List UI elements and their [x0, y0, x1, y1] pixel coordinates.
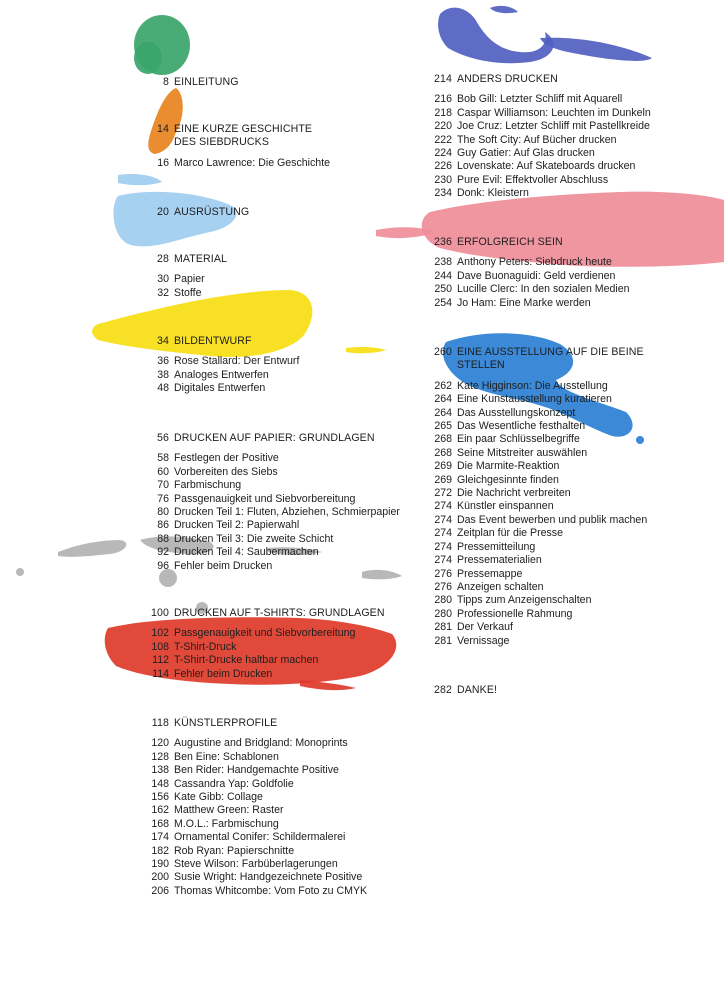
- entry-page-number: 114: [152, 667, 169, 680]
- entry-page-number: 274: [434, 540, 452, 553]
- entry-title: Cassandra Yap: Goldfolie: [174, 777, 294, 790]
- heading-page-number: 214: [434, 73, 452, 85]
- toc-section: [130, 206, 420, 219]
- heading-title: EINE KURZE GESCHICHTE: [174, 123, 313, 135]
- toc-entry[interactable]: [413, 541, 713, 554]
- toc-entry[interactable]: [130, 479, 420, 492]
- entry-page-number: 238: [434, 256, 452, 269]
- toc-entry[interactable]: [413, 120, 713, 133]
- green-paint-blob-2: [134, 42, 162, 74]
- entry-title: Ornamental Conifer: Schildermalerei: [174, 831, 346, 844]
- toc-section-heading[interactable]: [130, 76, 420, 89]
- heading-title: BILDENTWURF: [174, 335, 252, 347]
- toc-entry[interactable]: [413, 447, 713, 460]
- entry-title: Analoges Entwerfen: [174, 368, 269, 381]
- toc-entry[interactable]: [130, 818, 420, 831]
- toc-entry[interactable]: [130, 778, 420, 791]
- toc-entry[interactable]: [413, 283, 713, 296]
- entry-page-number: 174: [151, 831, 169, 844]
- toc-entry[interactable]: [413, 500, 713, 513]
- entry-title: Drucken Teil 3: Die zweite Schicht: [174, 532, 334, 545]
- toc-section-heading[interactable]: [130, 432, 420, 445]
- entry-page-number: 276: [434, 567, 452, 580]
- entry-title: Kate Gibb: Collage: [174, 791, 263, 804]
- entry-page-number: 268: [434, 433, 452, 446]
- entry-page-number: 190: [151, 858, 169, 871]
- toc-section-heading[interactable]: [413, 236, 713, 249]
- toc-section: [130, 335, 420, 396]
- toc-section-heading[interactable]: [413, 73, 713, 86]
- toc-entry[interactable]: [413, 621, 713, 634]
- toc-entry-list: [413, 380, 713, 648]
- toc-entry[interactable]: [413, 187, 713, 200]
- toc-entry[interactable]: [130, 546, 420, 559]
- entry-page-number: 148: [151, 777, 169, 790]
- toc-entry[interactable]: [413, 160, 713, 173]
- toc-entry-list: [130, 452, 420, 573]
- entry-page-number: 234: [434, 187, 452, 200]
- toc-entry[interactable]: [413, 93, 713, 106]
- toc-entry-list: [413, 256, 713, 310]
- entry-title: Kate Higginson: Die Ausstellung: [457, 379, 608, 392]
- heading-title: DANKE!: [457, 684, 498, 696]
- toc-entry[interactable]: [413, 107, 713, 120]
- entry-title: Caspar Williamson: Leuchten im Dunkeln: [457, 106, 651, 119]
- entry-page-number: 276: [434, 580, 452, 593]
- toc-entry[interactable]: [130, 533, 420, 546]
- heading-title: ERFOLGREICH SEIN: [457, 236, 563, 248]
- violet-paint-swash: [438, 8, 553, 64]
- entry-title: Joe Cruz: Letzter Schliff mit Pastellkreide: [457, 120, 650, 133]
- heading-title: MATERIAL: [174, 253, 227, 265]
- gray-paint-splatter: [58, 540, 126, 557]
- entry-title: Augustine and Bridgland: Monoprints: [174, 737, 348, 750]
- entry-title: Passgenauigkeit und Siebvorbereitung: [174, 627, 356, 640]
- toc-entry[interactable]: [130, 654, 420, 667]
- entry-title: Steve Wilson: Farbüberlagerungen: [174, 858, 338, 871]
- entry-page-number: 226: [434, 160, 452, 173]
- toc-section-heading[interactable]: [130, 123, 420, 150]
- entry-page-number: 274: [434, 554, 452, 567]
- entry-title: Matthew Green: Raster: [174, 804, 284, 817]
- toc-entry[interactable]: [130, 791, 420, 804]
- entry-title: Drucken Teil 2: Papierwahl: [174, 519, 300, 532]
- toc-section-heading[interactable]: [413, 346, 713, 373]
- entry-title: T-Shirt-Druck: [174, 640, 237, 653]
- toc-entry[interactable]: [130, 858, 420, 871]
- toc-entry[interactable]: [413, 474, 713, 487]
- entry-title: Papier: [174, 273, 205, 286]
- violet-paint-dash: [490, 6, 518, 13]
- entry-page-number: 281: [434, 621, 452, 634]
- entry-title: Pressematerialien: [457, 554, 542, 567]
- toc-entry[interactable]: [130, 764, 420, 777]
- entry-title: Marco Lawrence: Die Geschichte: [174, 156, 331, 169]
- lightblue-paint-streak: [118, 174, 162, 185]
- toc-entry[interactable]: [413, 554, 713, 567]
- heading-page-number: 118: [151, 717, 169, 729]
- entry-title: Tipps zum Anzeigenschalten: [457, 594, 592, 607]
- entry-title: Ben Rider: Handgemachte Positive: [174, 764, 339, 777]
- entry-title: M.O.L.: Farbmischung: [174, 817, 279, 830]
- entry-page-number: 264: [434, 393, 452, 406]
- toc-entry-list: [413, 93, 713, 200]
- gray-paint-dot-3: [16, 568, 24, 576]
- entry-page-number: 206: [151, 884, 169, 897]
- entry-title: Drucken Teil 4: Saubermachen: [174, 546, 319, 559]
- entry-page-number: 281: [434, 634, 452, 647]
- entry-page-number: 138: [151, 764, 169, 777]
- toc-section-heading[interactable]: [130, 206, 420, 219]
- entry-title: Künstler einspannen: [457, 500, 554, 513]
- toc-entry[interactable]: [130, 452, 420, 465]
- toc-section: [413, 73, 713, 201]
- toc-entry[interactable]: [130, 751, 420, 764]
- toc-entry[interactable]: [413, 256, 713, 269]
- entry-page-number: 216: [434, 93, 452, 106]
- toc-entry[interactable]: [413, 514, 713, 527]
- toc-entry-list: [130, 355, 420, 395]
- entry-title: Das Ausstellungskonzept: [457, 406, 576, 419]
- violet-paint-streak: [540, 38, 652, 61]
- heading-page-number: 14: [157, 123, 169, 135]
- entry-title: Farbmischung: [174, 479, 242, 492]
- entry-page-number: 244: [434, 269, 452, 282]
- entry-page-number: 268: [434, 446, 452, 459]
- entry-title: Der Verkauf: [457, 621, 513, 634]
- toc-entry-list: [130, 273, 420, 300]
- toc-entry[interactable]: [413, 407, 713, 420]
- entry-title: Festlegen der Positive: [174, 452, 279, 465]
- entry-page-number: 182: [151, 844, 169, 857]
- entry-page-number: 274: [434, 500, 452, 513]
- entry-title: Pressemitteilung: [457, 540, 536, 553]
- entry-title: Susie Wright: Handgezeichnete Positive: [174, 871, 363, 884]
- entry-title: Das Event bewerben und publik machen: [457, 513, 648, 526]
- entry-page-number: 274: [434, 527, 452, 540]
- entry-page-number: 168: [151, 817, 169, 830]
- toc-entry[interactable]: [130, 506, 420, 519]
- entry-page-number: 96: [157, 559, 169, 572]
- entry-page-number: 88: [157, 532, 169, 545]
- entry-title: Digitales Entwerfen: [174, 382, 266, 395]
- entry-title: Drucken Teil 1: Fluten, Abziehen, Schmierpapier: [174, 506, 400, 519]
- heading-page-number: 34: [157, 335, 169, 347]
- heading-page-number: 8: [163, 76, 169, 88]
- toc-entry[interactable]: [130, 157, 420, 170]
- toc-entry-list: [130, 627, 420, 681]
- toc-entry[interactable]: [413, 134, 713, 147]
- toc-section-heading[interactable]: [130, 607, 420, 620]
- toc-section: [413, 684, 713, 697]
- entry-title: Professionelle Rahmung: [457, 607, 573, 620]
- toc-section: [130, 76, 420, 89]
- heading-page-number: 236: [434, 236, 452, 248]
- entry-title: Passgenauigkeit und Siebvorbereitung: [174, 492, 356, 505]
- entry-page-number: 108: [151, 640, 169, 653]
- entry-title: Gleichgesinnte finden: [457, 473, 559, 486]
- toc-section: [130, 717, 420, 898]
- entry-title: Pressemappe: [457, 567, 523, 580]
- toc-section-heading[interactable]: [130, 717, 420, 730]
- toc-entry[interactable]: [130, 668, 420, 681]
- entry-page-number: 265: [434, 420, 452, 433]
- entry-title: Pure Evil: Effektvoller Abschluss: [457, 173, 609, 186]
- entry-page-number: 250: [434, 283, 452, 296]
- toc-entry[interactable]: [130, 382, 420, 395]
- toc-entry[interactable]: [413, 270, 713, 283]
- entry-title: Bob Gill: Letzter Schliff mit Aquarell: [457, 93, 623, 106]
- heading-title: EINE AUSSTELLUNG AUF DIE BEINE: [457, 346, 644, 358]
- entry-page-number: 218: [434, 106, 452, 119]
- toc-entry[interactable]: [413, 581, 713, 594]
- heading-page-number: [130, 136, 174, 149]
- toc-section-heading[interactable]: [130, 335, 420, 348]
- heading-page-number: 56: [157, 432, 169, 444]
- toc-section: [413, 236, 713, 310]
- toc-section: [130, 607, 420, 681]
- entry-page-number: 102: [151, 627, 169, 640]
- entry-page-number: 269: [434, 460, 452, 473]
- entry-title: Lucille Clerc: In den sozialen Medien: [457, 283, 630, 296]
- entry-title: Das Wesentliche festhalten: [457, 420, 586, 433]
- toc-entry[interactable]: [130, 885, 420, 898]
- entry-title: Vernissage: [457, 634, 510, 647]
- heading-title: EINLEITUNG: [174, 76, 239, 88]
- entry-title: Fehler beim Drucken: [174, 667, 273, 680]
- toc-entry[interactable]: [130, 641, 420, 654]
- toc-section: [130, 123, 420, 170]
- heading-title: DRUCKEN AUF T-SHIRTS: GRUNDLAGEN: [174, 607, 385, 619]
- heading-page-number: 100: [151, 607, 169, 619]
- entry-page-number: 58: [157, 452, 169, 465]
- entry-page-number: 162: [151, 804, 169, 817]
- toc-entry[interactable]: [130, 845, 420, 858]
- heading-title: KÜNSTLERPROFILE: [174, 717, 278, 729]
- entry-page-number: 200: [151, 871, 169, 884]
- toc-entry[interactable]: [413, 420, 713, 433]
- toc-entry[interactable]: [413, 527, 713, 540]
- entry-page-number: 264: [434, 406, 452, 419]
- toc-section-heading[interactable]: [413, 684, 713, 697]
- toc-entry[interactable]: [130, 737, 420, 750]
- entry-page-number: 76: [157, 492, 169, 505]
- toc-entry-list: [130, 157, 420, 170]
- toc-entry[interactable]: [130, 273, 420, 286]
- toc-entry[interactable]: [413, 487, 713, 500]
- entry-title: Stoffe: [174, 286, 202, 299]
- entry-page-number: 112: [152, 654, 169, 667]
- entry-title: Die Nachricht verbreiten: [457, 487, 571, 500]
- toc-entry[interactable]: [130, 627, 420, 640]
- heading-page-number: [413, 359, 457, 372]
- entry-title: Seine Mitstreiter auswählen: [457, 446, 588, 459]
- toc-entry[interactable]: [130, 871, 420, 884]
- entry-page-number: 274: [434, 513, 452, 526]
- entry-page-number: 272: [434, 487, 452, 500]
- heading-title: STELLEN: [457, 359, 505, 372]
- entry-page-number: 92: [157, 546, 169, 559]
- entry-title: Zeitplan für die Presse: [457, 527, 563, 540]
- entry-page-number: 128: [151, 750, 169, 763]
- toc-entry[interactable]: [130, 831, 420, 844]
- heading-page-number: 28: [157, 253, 169, 265]
- toc-entry[interactable]: [413, 594, 713, 607]
- entry-page-number: 32: [157, 286, 169, 299]
- heading-title: AUSRÜSTUNG: [174, 206, 250, 218]
- toc-section: [413, 346, 713, 648]
- toc-section: [130, 253, 420, 300]
- entry-title: Rob Ryan: Papierschnitte: [174, 844, 295, 857]
- toc-entry[interactable]: [413, 393, 713, 406]
- heading-title: ANDERS DRUCKEN: [457, 73, 558, 85]
- entry-title: Die Marmite-Reaktion: [457, 460, 560, 473]
- heading-title: DES SIEBDRUCKS: [174, 136, 270, 149]
- entry-title: Rose Stallard: Der Entwurf: [174, 355, 300, 368]
- toc-entry[interactable]: [413, 147, 713, 160]
- toc-entry[interactable]: [413, 608, 713, 621]
- toc-entry-list: [130, 737, 420, 898]
- entry-page-number: 280: [434, 607, 452, 620]
- toc-section: [130, 432, 420, 573]
- entry-title: Vorbereiten des Siebs: [174, 465, 278, 478]
- entry-title: Jo Ham: Eine Marke werden: [457, 296, 591, 309]
- heading-title: DRUCKEN AUF PAPIER: GRUNDLAGEN: [174, 432, 375, 444]
- entry-page-number: 80: [157, 506, 169, 519]
- toc-entry[interactable]: [130, 287, 420, 300]
- entry-page-number: 222: [434, 133, 452, 146]
- red-paint-streak: [300, 680, 356, 690]
- entry-page-number: 224: [434, 147, 452, 160]
- heading-page-number: 20: [157, 206, 169, 218]
- entry-page-number: 156: [151, 791, 169, 804]
- toc-entry[interactable]: [130, 493, 420, 506]
- toc-entry[interactable]: [413, 380, 713, 393]
- toc-entry[interactable]: [130, 519, 420, 532]
- entry-page-number: 230: [434, 173, 452, 186]
- entry-title: Thomas Whitcombe: Vom Foto zu CMYK: [174, 884, 368, 897]
- entry-page-number: 220: [434, 120, 452, 133]
- entry-page-number: 38: [157, 368, 169, 381]
- toc-entry[interactable]: [413, 460, 713, 473]
- entry-title: Anthony Peters: Siebdruck heute: [457, 256, 612, 269]
- entry-page-number: 254: [434, 296, 452, 309]
- entry-title: Ben Eine: Schablonen: [174, 750, 279, 763]
- toc-entry[interactable]: [130, 560, 420, 573]
- toc-entry[interactable]: [413, 297, 713, 310]
- entry-title: Dave Buonaguidi: Geld verdienen: [457, 269, 616, 282]
- entry-page-number: 262: [434, 379, 452, 392]
- entry-page-number: 16: [157, 156, 169, 169]
- toc-entry[interactable]: [130, 355, 420, 368]
- entry-title: Guy Gatier: Auf Glas drucken: [457, 147, 595, 160]
- toc-entry[interactable]: [130, 466, 420, 479]
- entry-title: The Soft City: Auf Bücher drucken: [457, 133, 617, 146]
- entry-title: Anzeigen schalten: [457, 580, 544, 593]
- entry-title: Lovenskate: Auf Skateboards drucken: [457, 160, 636, 173]
- entry-title: Ein paar Schlüsselbegriffe: [457, 433, 580, 446]
- toc-entry[interactable]: [413, 568, 713, 581]
- entry-page-number: 70: [157, 479, 169, 492]
- entry-title: Eine Kunstausstellung kuratieren: [457, 393, 612, 406]
- entry-page-number: 86: [157, 519, 169, 532]
- entry-page-number: 30: [157, 273, 169, 286]
- heading-page-number: 260: [434, 346, 452, 358]
- toc-entry[interactable]: [130, 804, 420, 817]
- toc-entry[interactable]: [413, 433, 713, 446]
- toc-entry[interactable]: [413, 174, 713, 187]
- entry-page-number: 48: [157, 382, 169, 395]
- entry-page-number: 36: [157, 355, 169, 368]
- entry-page-number: 280: [434, 594, 452, 607]
- toc-section-heading[interactable]: [130, 253, 420, 266]
- heading-page-number: 282: [434, 684, 452, 696]
- entry-page-number: 120: [151, 737, 169, 750]
- entry-title: Donk: Kleistern: [457, 187, 529, 200]
- entry-page-number: 269: [434, 473, 452, 486]
- toc-entry[interactable]: [130, 369, 420, 382]
- toc-entry[interactable]: [413, 635, 713, 648]
- entry-page-number: 60: [157, 465, 169, 478]
- entry-title: Fehler beim Drucken: [174, 559, 273, 572]
- entry-title: T-Shirt-Drucke haltbar machen: [174, 654, 319, 667]
